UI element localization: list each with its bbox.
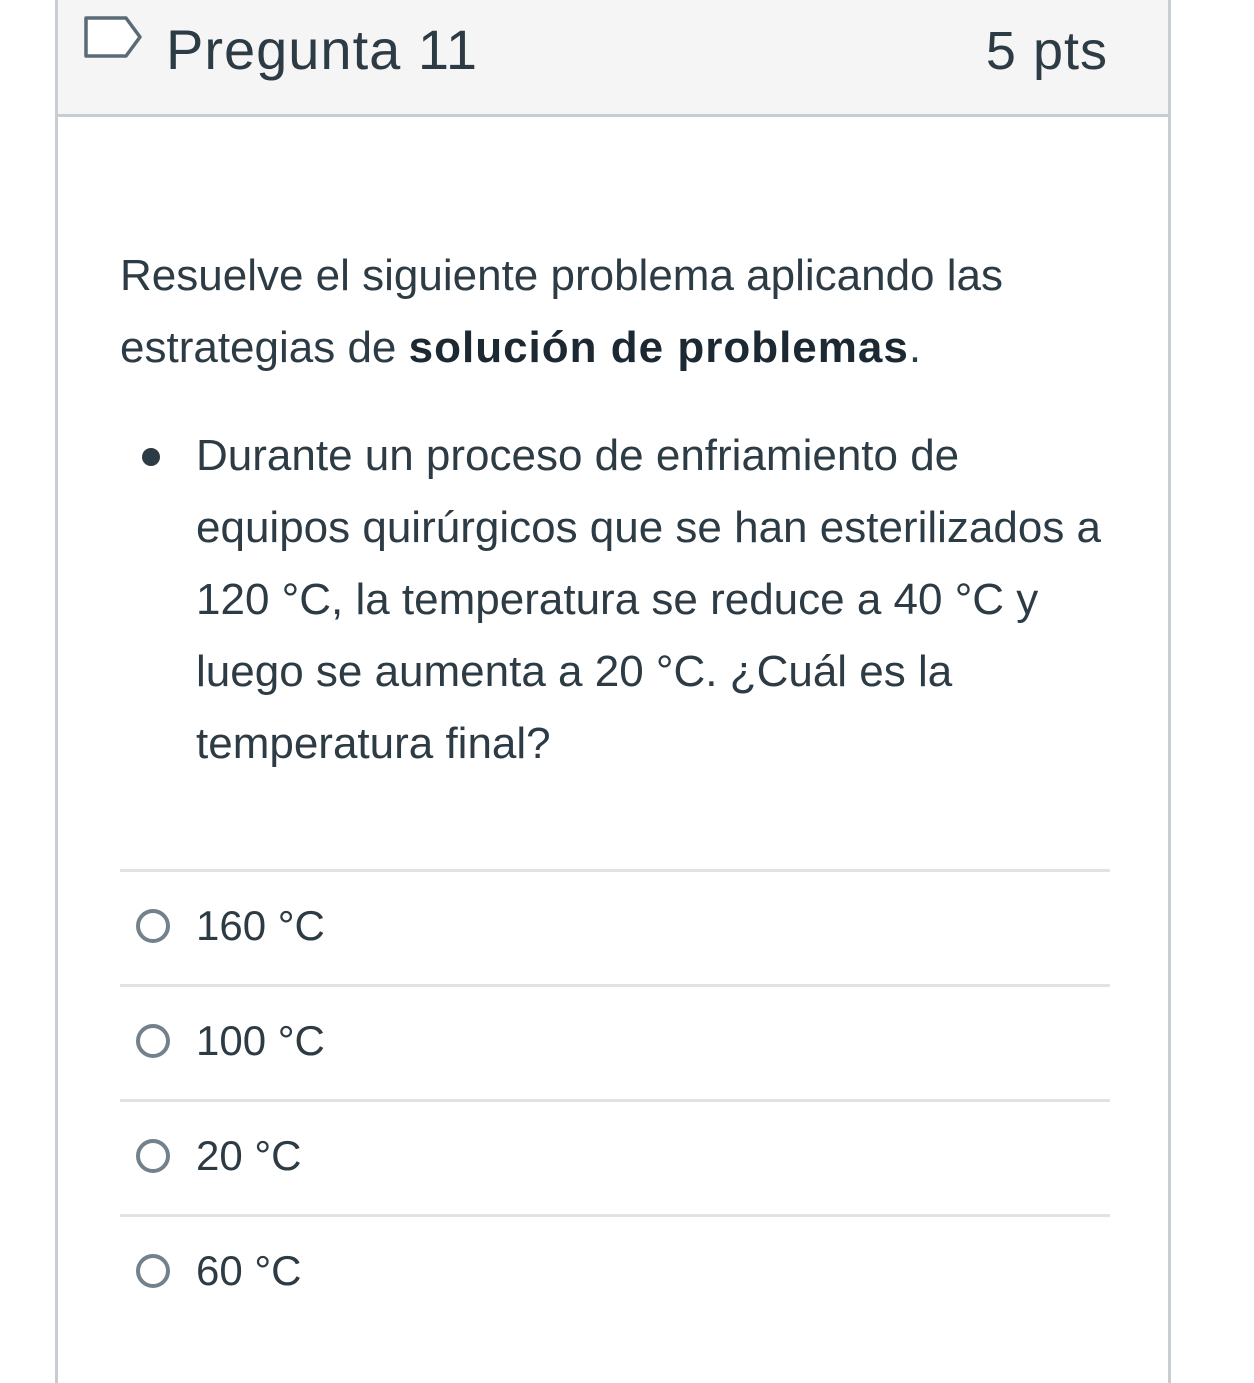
- radio-button[interactable]: [136, 1254, 170, 1288]
- flag-outline-icon[interactable]: [82, 14, 146, 60]
- answer-options: [120, 869, 1110, 1329]
- question-card: [55, 0, 1171, 1383]
- answer-label[interactable]: 60 °C: [196, 1247, 302, 1294]
- radio-button[interactable]: [136, 909, 170, 943]
- intro-period: .: [908, 323, 922, 372]
- question-text: [120, 240, 1120, 780]
- answer-option-4[interactable]: [120, 1214, 1110, 1329]
- question-intro: [120, 240, 1120, 384]
- radio-button[interactable]: [136, 1139, 170, 1173]
- intro-bold-text: solución de problemas: [408, 323, 909, 372]
- answer-option-1[interactable]: [120, 869, 1110, 984]
- problem-text: Durante un proceso de enfriamiento de equipos quirúrgicos que se han esterilizados a 120 °C, la temperatura se reduce a 40 °C y luego se aumenta a 20 °C. ¿Cuál es la temperatura final?: [196, 431, 1102, 768]
- answer-label[interactable]: 20 °C: [196, 1132, 302, 1179]
- answer-option-2[interactable]: [120, 984, 1110, 1099]
- answer-label[interactable]: 160 °C: [196, 902, 325, 949]
- problem-list: [120, 420, 1120, 780]
- question-header: [58, 0, 1168, 117]
- bullet-icon: [142, 448, 160, 466]
- answer-label[interactable]: 100 °C: [196, 1017, 325, 1064]
- intro-plain-text: Resuelve el siguiente problema aplicando las estrategias de: [120, 251, 1003, 372]
- problem-list-item: [120, 420, 1120, 780]
- question-points: 5 pts: [985, 21, 1108, 81]
- radio-button[interactable]: [136, 1024, 170, 1058]
- question-title: Pregunta 11: [166, 18, 478, 81]
- answer-option-3[interactable]: [120, 1099, 1110, 1214]
